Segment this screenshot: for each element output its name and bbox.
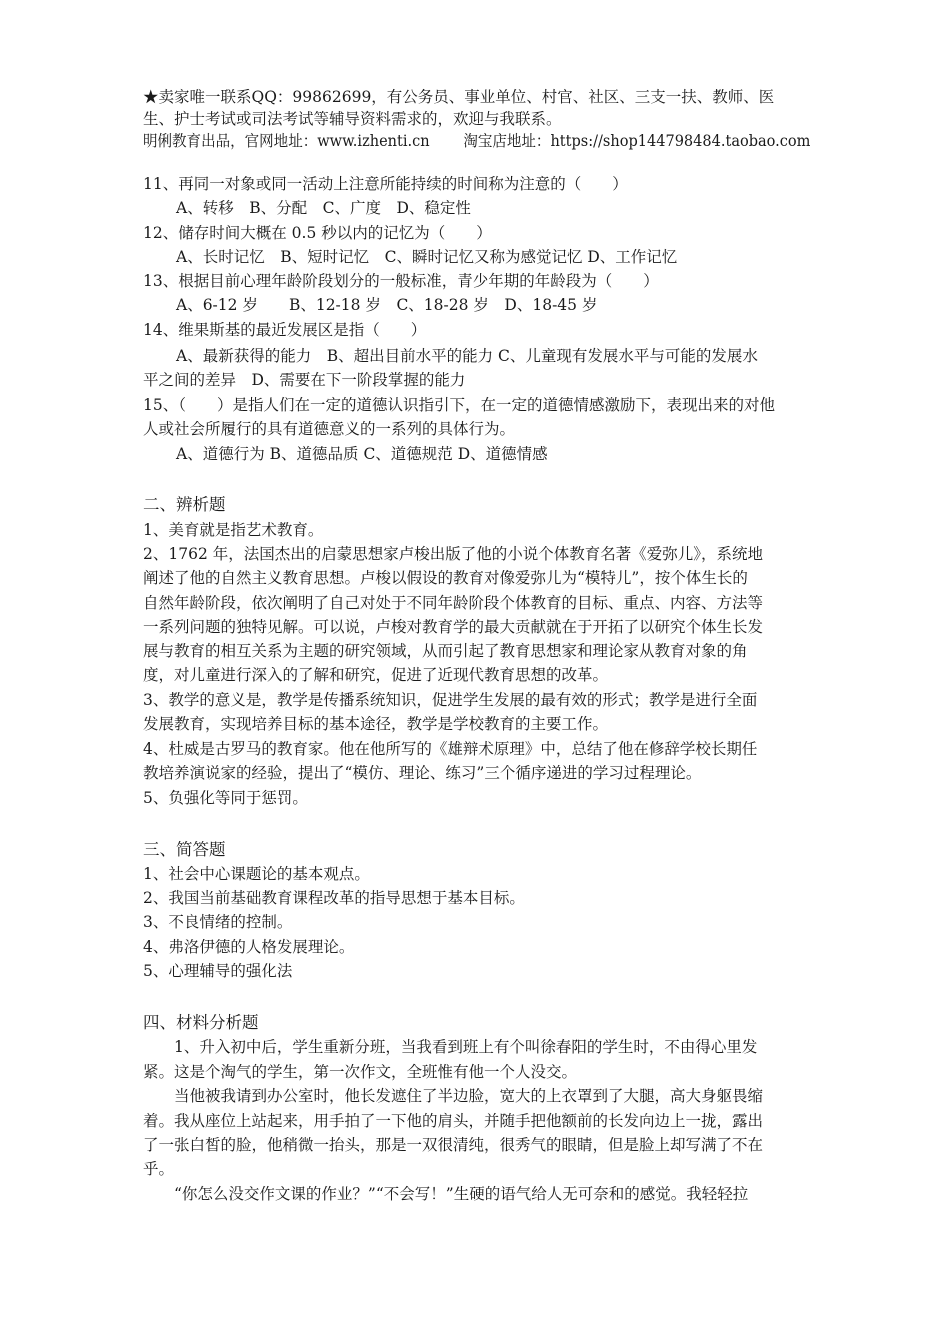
section-2-line: 展与教育的相互关系为主题的研究领域，从而引起了教育思想家和理论家从教育对象的角	[143, 642, 748, 660]
section-4-line: 了一张白皙的脸，他稍微一抬头，那是一双很清纯，很秀气的眼睛，但是脸上却写满了不在	[143, 1136, 764, 1154]
section-2-line: 3、教学的意义是，教学是传播系统知识，促进学生发展的最有效的形式；教学是进行全面	[143, 691, 758, 709]
section-3-line: 3、不良情绪的控制。	[143, 913, 293, 931]
shop-text: 淘宝店地址：https://shop144798484.taobao.com	[463, 132, 811, 150]
header-line-3	[143, 130, 810, 152]
question-14: 14、维果斯基的最近发展区是指（ ）	[143, 321, 427, 339]
section-3-line: 2、我国当前基础教育课程改革的指导思想于基本目标。	[143, 889, 525, 907]
section-4-line: “你怎么没交作文课的作业？”“不会写！”生硬的语气给人无可奈和的感觉。我轻轻拉	[174, 1185, 749, 1203]
section-2-line: 阐述了他的自然主义教育思想。卢梭以假设的教育对像爱弥儿为“模特儿”，按个体生长的	[143, 569, 748, 587]
website-text: 明俐教育出品，官网地址：www.izhenti.cn	[143, 132, 430, 150]
section-2-line: 教培养演说家的经验，提出了“模仿、理论、练习”三个循序递进的学习过程理论。	[143, 764, 702, 782]
section-2-line: 2、1762 年，法国杰出的启蒙思想家卢梭出版了他的小说个体教育名著《爱弥儿》，系统地	[143, 545, 763, 563]
question-12-options: A、长时记忆 B、短时记忆 C、瞬时记忆又称为感觉记忆 D、工作记忆	[176, 248, 678, 266]
section-4-line: 乎。	[143, 1160, 175, 1178]
question-12: 12、储存时间大概在 0.5 秒以内的记忆为（ ）	[143, 224, 492, 242]
section-4-line: 紧。这是个淘气的学生，第一次作文，全班惟有他一个人没交。	[143, 1063, 578, 1081]
section-4-line: 1、升入初中后，学生重新分班，当我看到班上有个叫徐春阳的学生时，不由得心里发	[174, 1038, 758, 1056]
question-15-options: A、道德行为 B、道德品质 C、道德规范 D、道德情感	[176, 445, 548, 463]
section-2-line: 自然年龄阶段，依次阐明了自己对处于不同年龄阶段个体教育的目标、重点、内容、方法等	[143, 594, 764, 612]
section-4-line: 当他被我请到办公室时，他长发遮住了半边脸，宽大的上衣罩到了大腿，高大身躯畏缩	[174, 1087, 764, 1105]
section-4-line: 着。我从座位上站起来，用手拍了一下他的肩头，并随手把他额前的长发向边上一拢，露出	[143, 1112, 764, 1130]
section-3-title: 三、简答题	[143, 840, 226, 859]
question-11: 11、再同一对象或同一活动上注意所能持续的时间称为注意的（ ）	[143, 175, 628, 193]
question-14-options: A、最新获得的能力 B、超出目前水平的能力 C、儿童现有发展水平与可能的发展水	[176, 347, 758, 365]
section-2-line: 发展教育，实现培养目标的基本途径，教学是学校教育的主要工作。	[143, 715, 609, 733]
question-11-options: A、转移 B、分配 C、广度 D、稳定性	[176, 199, 471, 217]
question-13: 13、根据目前心理年龄阶段划分的一般标准，青少年期的年龄段为（ ）	[143, 272, 659, 290]
section-2-line: 1、美育就是指艺术教育。	[143, 521, 324, 539]
section-3-line: 4、弗洛伊德的人格发展理论。	[143, 938, 355, 956]
question-15: 15、（ ）是指人们在一定的道德认识指引下，在一定的道德情感激励下，表现出来的对他	[143, 396, 775, 414]
header-line-2: 生、护士考试或司法考试等辅导资料需求的，欢迎与我联系。	[143, 110, 562, 128]
section-2-line: 度，对儿童进行深入的了解和研究，促进了近现代教育思想的改革。	[143, 666, 609, 684]
section-2-line: 4、杜威是古罗马的教育家。他在他所写的《雄辩术原理》中，总结了他在修辞学校长期任	[143, 740, 758, 758]
section-3-line: 5、心理辅导的强化法	[143, 962, 293, 980]
section-4-title: 四、材料分析题	[143, 1013, 259, 1032]
question-13-options: A、6-12 岁 B、12-18 岁 C、18-28 岁 D、18-45 岁	[176, 296, 598, 314]
section-2-title: 二、辨析题	[143, 495, 226, 514]
question-14-options-cont: 平之间的差异 D、需要在下一阶段掌握的能力	[143, 371, 466, 389]
question-15-cont: 人或社会所履行的具有道德意义的一系列的具体行为。	[143, 420, 516, 438]
header-line-1: ★卖家唯一联系QQ：99862699，有公务员、事业单位、村官、社区、三支一扶、教师、医	[143, 88, 775, 106]
section-3-line: 1、社会中心课题论的基本观点。	[143, 865, 370, 883]
section-2-line: 5、负强化等同于惩罚。	[143, 789, 308, 807]
section-2-line: 一系列问题的独特见解。可以说，卢梭对教育学的最大贡献就在于开拓了以研究个体生长发	[143, 618, 764, 636]
